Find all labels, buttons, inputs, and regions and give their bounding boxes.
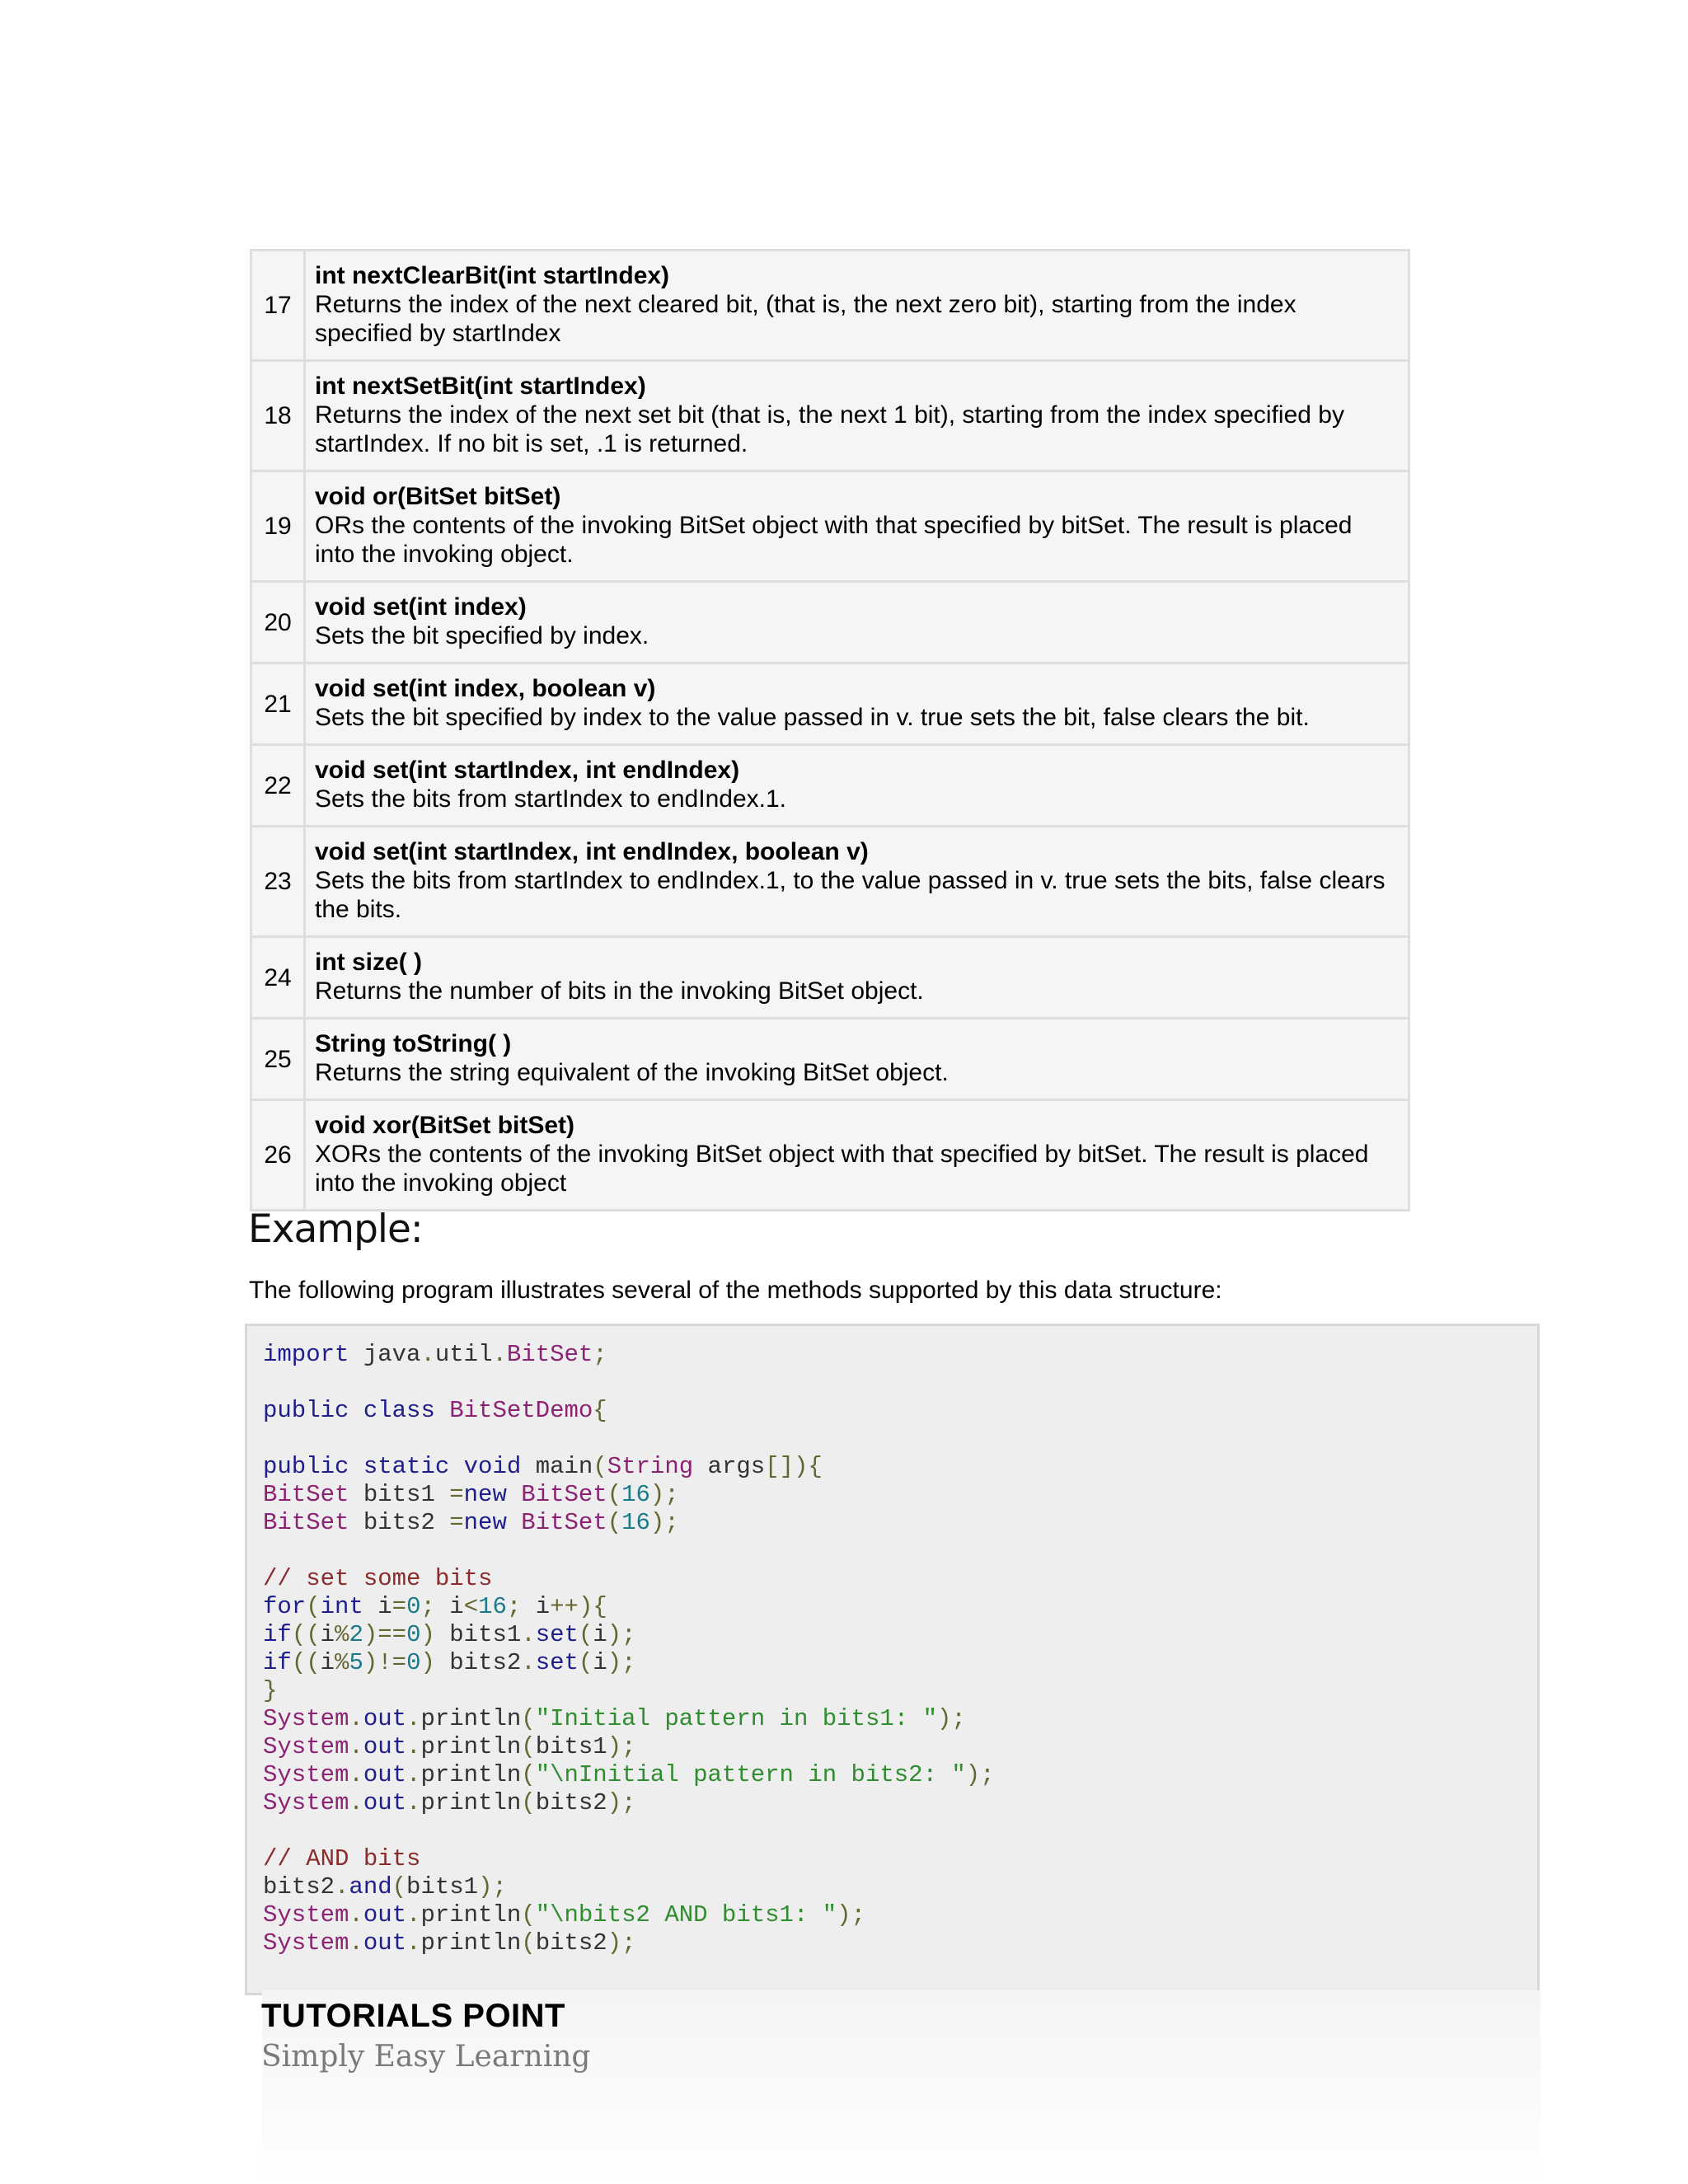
table-row	[251, 745, 1409, 827]
method-signature: int size( )	[315, 949, 423, 976]
method-cell	[305, 827, 1409, 937]
method-signature: void set(int index, boolean v)	[315, 675, 656, 702]
code-line: System.out.println("\nbits2 AND bits1: ");	[263, 1901, 865, 1929]
method-description: XORs the contents of the invoking BitSet object with that specified by bitSet. The result is placed into the invoking object	[315, 1141, 1369, 1197]
code-block	[245, 1324, 1540, 1995]
method-cell	[305, 361, 1409, 471]
code-line	[263, 1369, 1537, 1397]
table-row	[251, 1100, 1409, 1211]
table-row	[251, 471, 1409, 582]
method-cell	[305, 582, 1409, 663]
method-description: Returns the index of the next cleared bit, (that is, the next zero bit), starting from the index specified by startIndex	[315, 291, 1296, 347]
method-cell	[305, 251, 1409, 361]
example-intro: The following program illustrates several of the methods supported by this data structure:	[249, 1277, 1222, 1304]
method-description: Sets the bits from startIndex to endIndex.1, to the value passed in v. true sets the bits, false clears the bits.	[315, 867, 1386, 923]
method-description: Sets the bit specified by index.	[315, 622, 649, 649]
code-line: System.out.println("\nInitial pattern in bits2: ");	[263, 1761, 995, 1788]
method-cell	[305, 471, 1409, 582]
row-number: 26	[251, 1100, 305, 1211]
code-line: if((i%5)!=0) bits2.set(i);	[263, 1649, 636, 1676]
table-row	[251, 582, 1409, 663]
footer-tagline: Simply Easy Learning	[261, 2040, 591, 2074]
code-line: for(int i=0; i<16; i++){	[263, 1593, 607, 1620]
code-line: // AND bits	[263, 1845, 421, 1872]
table-row	[251, 827, 1409, 937]
code-line: BitSet bits1 =new BitSet(16);	[263, 1481, 679, 1508]
row-number: 18	[251, 361, 305, 471]
method-signature: int nextSetBit(int startIndex)	[315, 373, 646, 400]
methods-table	[250, 249, 1410, 1212]
footer-brand: TUTORIALS POINT	[261, 1998, 565, 2034]
code-line: System.out.println(bits2);	[263, 1789, 636, 1816]
method-description: Returns the index of the next set bit (that is, the next 1 bit), starting from the index specified by startIndex. If no bit is set, .1 is returned.	[315, 401, 1344, 457]
method-signature: void or(BitSet bitSet)	[315, 483, 561, 510]
code-line: System.out.println("Initial pattern in bits1: ");	[263, 1705, 966, 1732]
method-signature: void set(int startIndex, int endIndex)	[315, 757, 740, 784]
methods-table-body	[251, 251, 1409, 1211]
method-description: Returns the string equivalent of the invoking BitSet object.	[315, 1059, 949, 1086]
code-line: import java.util.BitSet;	[263, 1341, 607, 1368]
table-row	[251, 1019, 1409, 1100]
method-signature: int nextClearBit(int startIndex)	[315, 262, 670, 289]
row-number: 20	[251, 582, 305, 663]
code-line: public class BitSetDemo{	[263, 1397, 607, 1424]
example-heading: Example:	[248, 1207, 423, 1252]
method-cell	[305, 1100, 1409, 1211]
code-line	[263, 1817, 1537, 1845]
table-row	[251, 361, 1409, 471]
row-number: 24	[251, 937, 305, 1019]
method-cell	[305, 745, 1409, 827]
code-line: public static void main(String args[]){	[263, 1453, 823, 1480]
code-line: bits2.and(bits1);	[263, 1873, 507, 1900]
row-number: 23	[251, 827, 305, 937]
table-row	[251, 937, 1409, 1019]
method-signature: void set(int index)	[315, 593, 527, 621]
table-row	[251, 663, 1409, 745]
row-number: 19	[251, 471, 305, 582]
method-description: Returns the number of bits in the invoking BitSet object.	[315, 977, 924, 1005]
method-description: Sets the bits from startIndex to endIndex.1.	[315, 785, 786, 813]
code-line: System.out.println(bits2);	[263, 1929, 636, 1957]
table-row	[251, 251, 1409, 361]
method-signature: void xor(BitSet bitSet)	[315, 1112, 575, 1139]
code-line: }	[263, 1677, 278, 1704]
method-cell	[305, 937, 1409, 1019]
method-signature: void set(int startIndex, int endIndex, boolean v)	[315, 838, 869, 865]
code-line: if((i%2)==0) bits1.set(i);	[263, 1621, 636, 1648]
code-line: BitSet bits2 =new BitSet(16);	[263, 1509, 679, 1536]
method-cell	[305, 663, 1409, 745]
row-number: 17	[251, 251, 305, 361]
method-signature: String toString( )	[315, 1030, 512, 1057]
row-number: 22	[251, 745, 305, 827]
code-line	[263, 1425, 1537, 1453]
method-cell	[305, 1019, 1409, 1100]
row-number: 25	[251, 1019, 305, 1100]
code-line	[263, 1537, 1537, 1565]
code-line: // set some bits	[263, 1565, 493, 1592]
method-description: ORs the contents of the invoking BitSet object with that specified by bitSet. The result is placed into the invoking object.	[315, 512, 1353, 568]
code-line: System.out.println(bits1);	[263, 1733, 636, 1760]
row-number: 21	[251, 663, 305, 745]
method-description: Sets the bit specified by index to the value passed in v. true sets the bit, false clears the bit.	[315, 704, 1310, 731]
